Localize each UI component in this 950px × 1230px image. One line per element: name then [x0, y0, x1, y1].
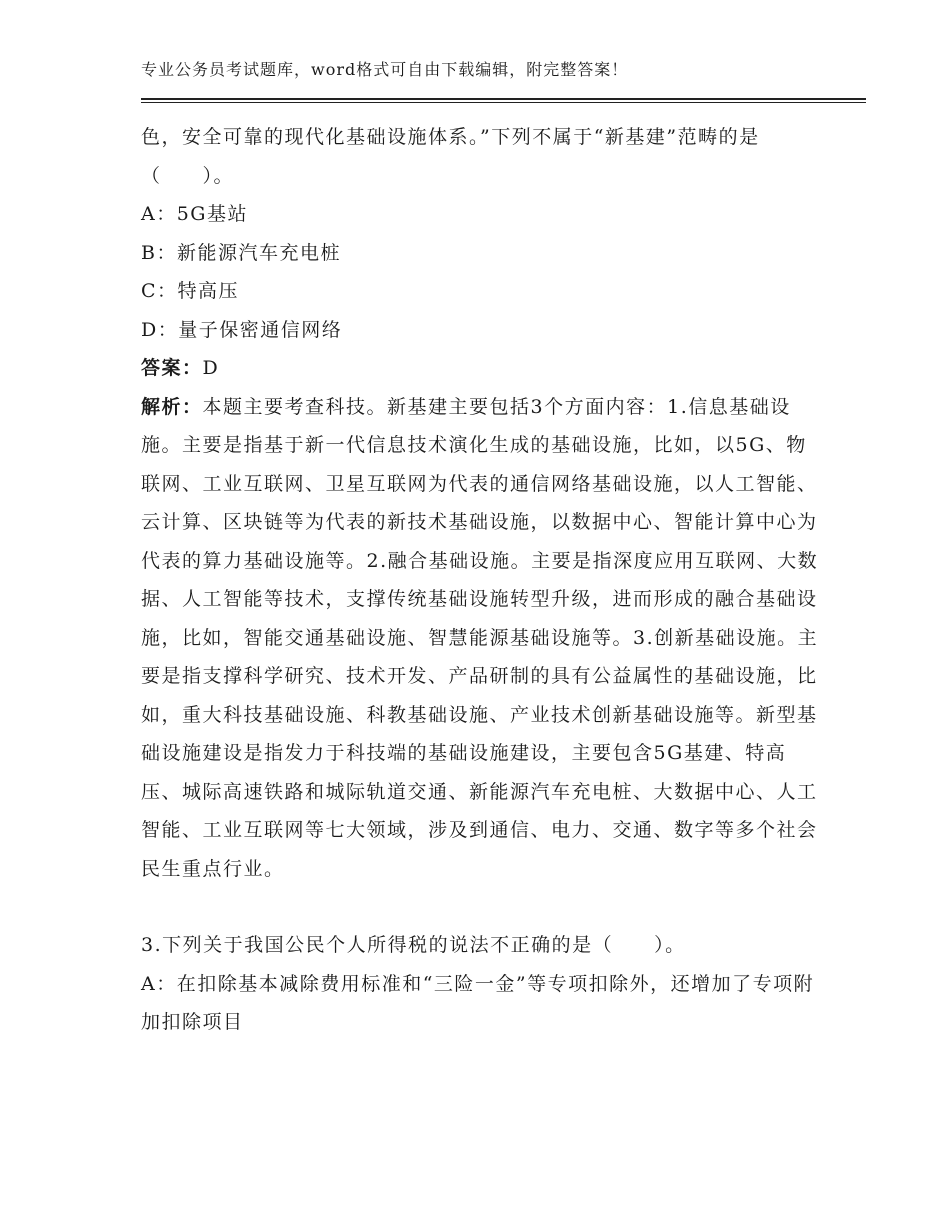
header-rule-thick [141, 98, 866, 100]
question-3-stem: 3.下列关于我国公民个人所得税的说法不正确的是（ ）。 [141, 934, 686, 956]
option-d: D：量子保密通信网络 [141, 318, 343, 341]
option-c: C：特高压 [141, 280, 240, 302]
question-stem-continued: 色，安全可靠的现代化基础设施体系。”下列不属于“新基建”范畴的是（ ）。 [141, 126, 760, 187]
analysis-text: 本题主要考查科技。新基建主要包括3个方面内容：1.信息基础设施。主要是指基于新一代信息技术演化生成的基础设施，比如，以5G、物联网、工业互联网、卫星互联网为代表的通信网络基础设施，以人工智能、云计算、区块链等为代表的新技术基础设施，以数据中心、智能计算中心为代表的算力基础设施等。2.融合基础设施。主要是指深度应用互联网、大数据、人工智能等技术，支撑传统基础设施转型升级，进而形成的融合基础设施，比如，智能交通基础设施、智慧能源基础设施等。3.创新基础设施。主要是指支撑科学研究、技术开发、产品研制的具有公益属性的基础设施，比如，重大科技基础设施、科教基础设施、产业技术创新基础设施等。新型基础设施建设是指发力于科技端的基础设施建设，主要包含5G基建、特高压、城际高速铁路和城际轨道交通、新能源汽车充电桩、大数据中心、人工智能、工业互联网等七大领域，涉及到通信、电力、交通、数字等多个社会民生重点行业。 [141, 395, 819, 880]
option-a: A：5G基站 [141, 203, 248, 225]
option-b: B：新能源汽车充电桩 [141, 241, 341, 264]
header-rule-thin [141, 102, 866, 103]
answer-value: D [202, 357, 220, 379]
answer-label: 答案： [141, 357, 203, 379]
answer-line [141, 349, 821, 388]
document-body [141, 118, 821, 1042]
analysis-paragraph [141, 388, 821, 889]
analysis-label: 解析： [141, 395, 203, 418]
page-header: 专业公务员考试题库，word格式可自由下载编辑，附完整答案！ [141, 60, 629, 79]
spacer [141, 888, 821, 926]
question-3-option-a: A：在扣除基本减除费用标准和“三险一金”等专项扣除外，还增加了专项附加扣除项目 [141, 972, 815, 1033]
